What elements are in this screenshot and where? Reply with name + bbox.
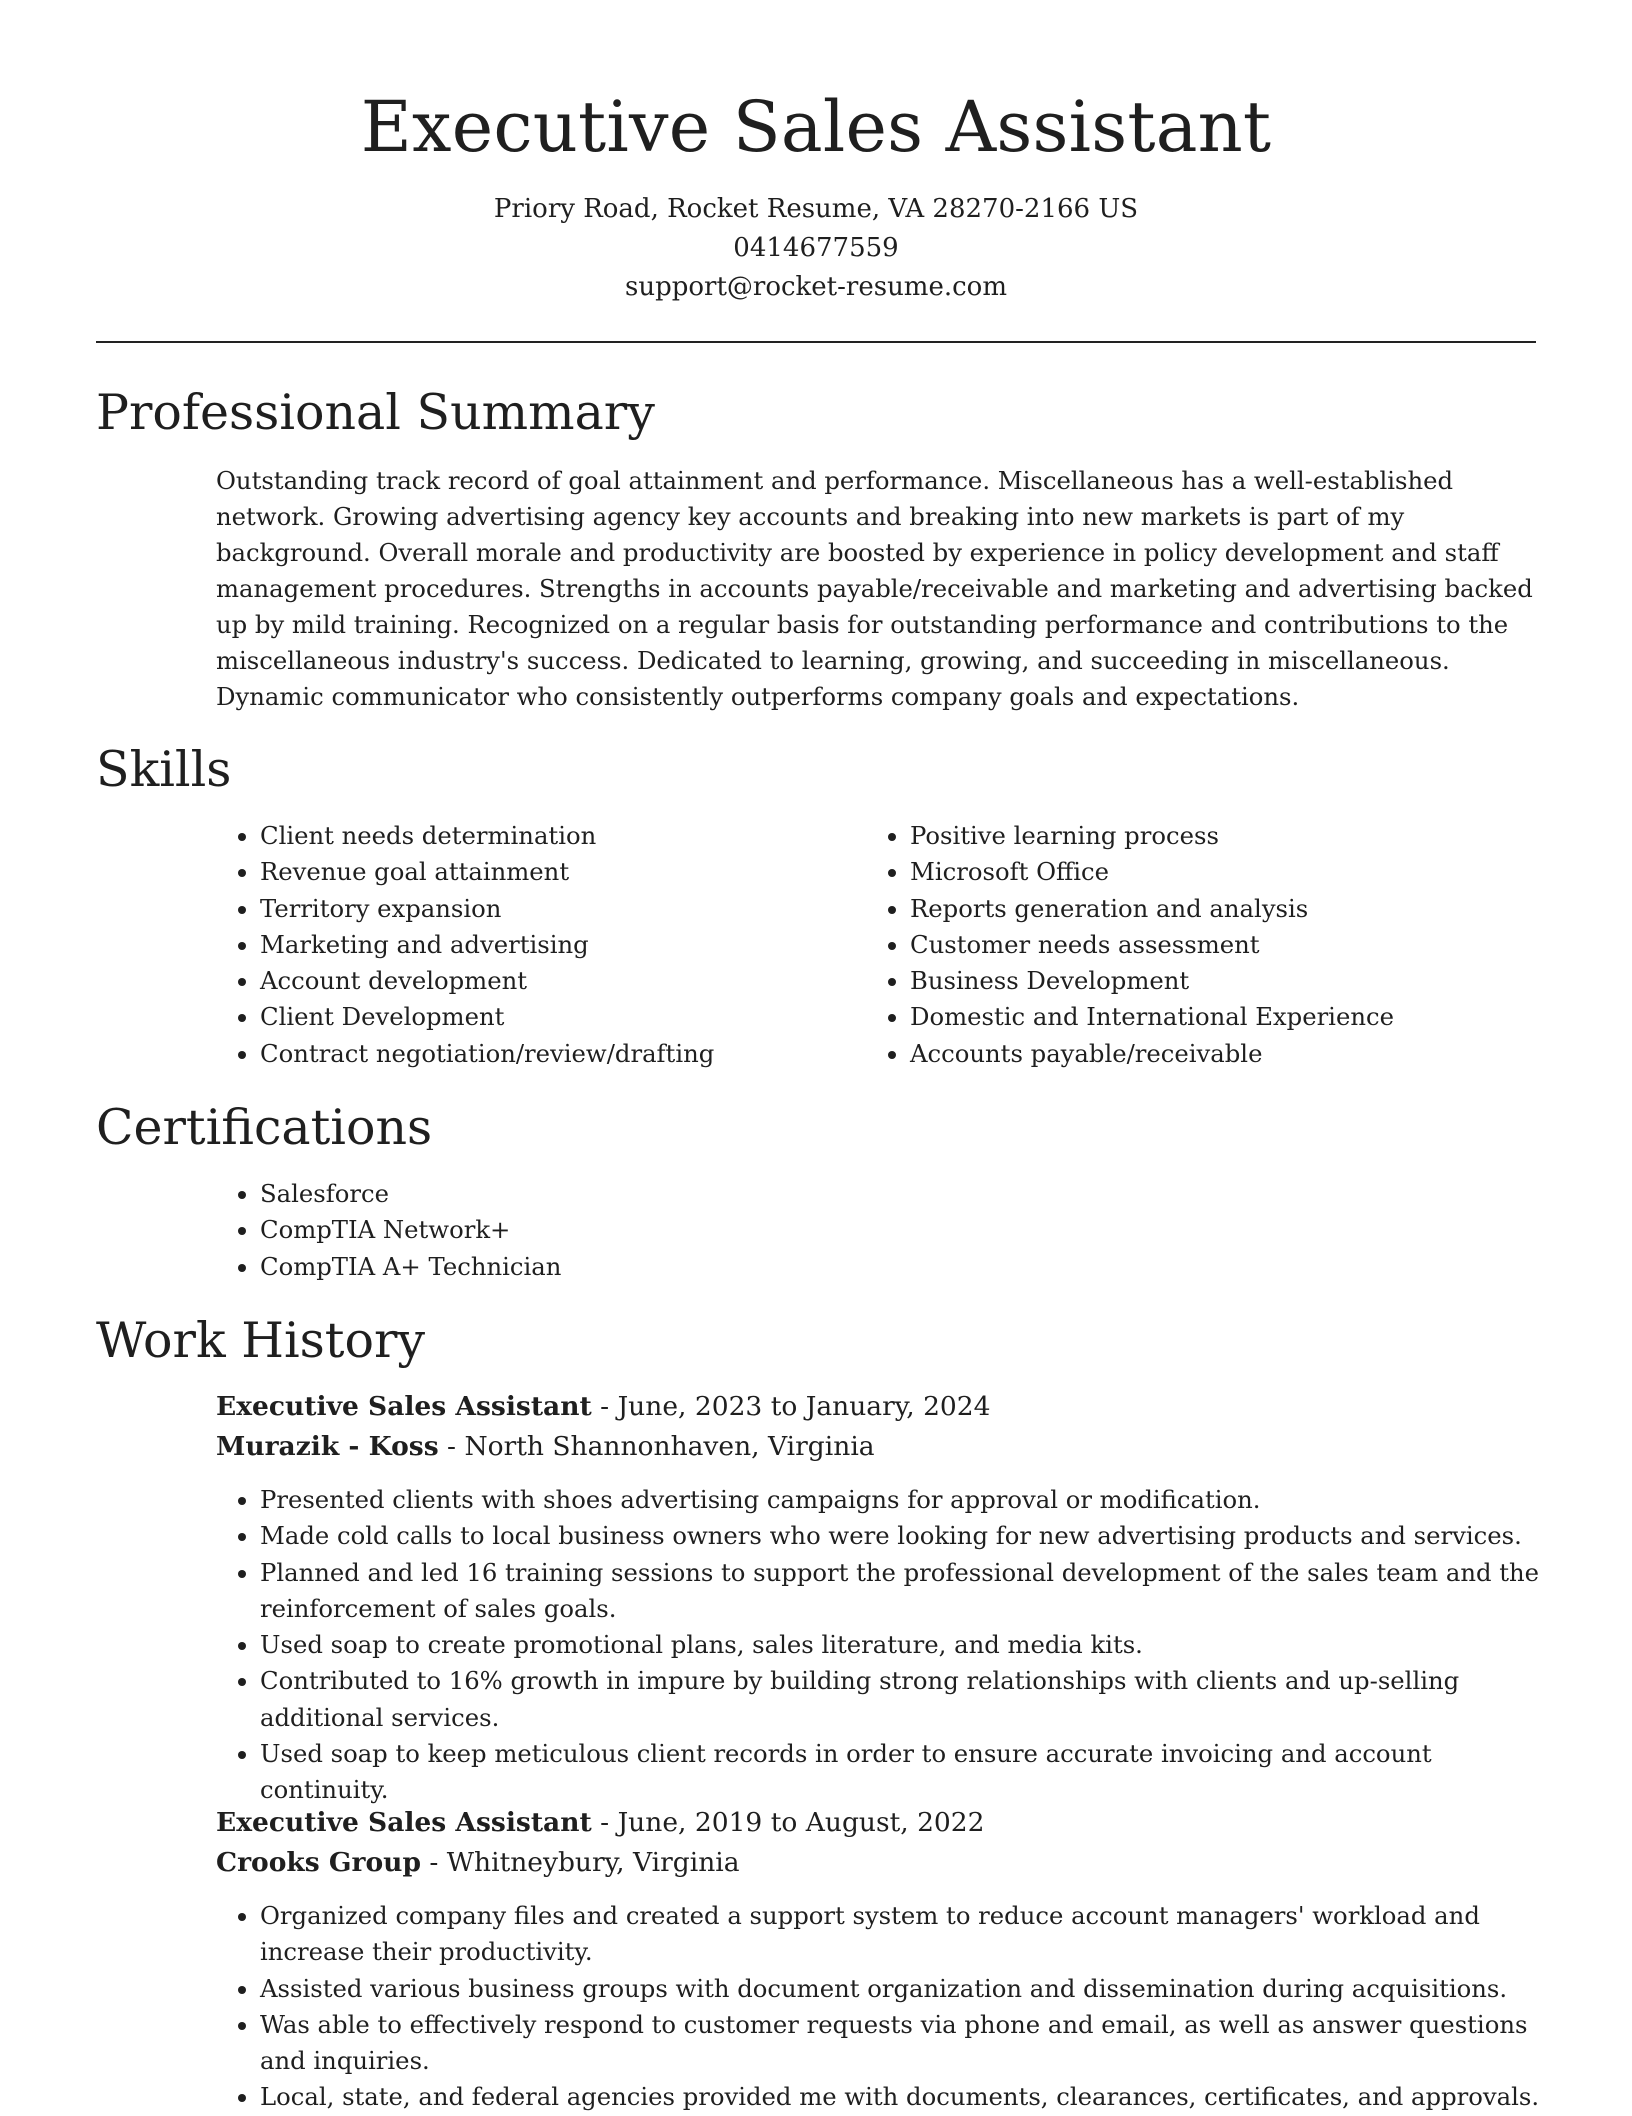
list-item: • Used soap to create promotional plans, sales literature, and media kits.: [260, 1627, 1546, 1663]
list-item: • Microsoft Office: [910, 854, 1506, 890]
contact-email: support@rocket-resume.com: [624, 272, 1007, 302]
certifications-block: [216, 1176, 916, 1285]
list-item: • Used soap to keep meticulous client records in order to ensure accurate invoicing and account continuity.: [260, 1736, 1546, 1809]
job-duties: [216, 1898, 1546, 2116]
list-item: • Revenue goal attainment: [260, 854, 856, 890]
job-title: Executive Sales Assistant: [216, 1807, 592, 1838]
contact-phone: 0414677559: [733, 233, 899, 263]
job-location: North Shannonhaven, Virginia: [464, 1431, 875, 1462]
skills-right-list: [866, 818, 1506, 1072]
list-item: • Positive learning process: [910, 818, 1506, 854]
job-location: Whitneybury, Virginia: [446, 1847, 740, 1878]
list-item: • Business Development: [910, 963, 1506, 999]
list-item: • Was able to effectively respond to customer requests via phone and email, as well as answer questions and inquiries.: [260, 2007, 1546, 2080]
work-history-heading: Work History: [96, 1312, 426, 1369]
certifications-list: [216, 1176, 916, 1285]
certifications-heading: Certifications: [96, 1099, 433, 1156]
summary-heading: Professional Summary: [96, 384, 655, 441]
list-item: • Presented clients with shoes advertising campaigns for approval or modification.: [260, 1482, 1546, 1518]
job-company: Murazik - Koss: [216, 1431, 439, 1462]
job-company: Crooks Group: [216, 1847, 421, 1878]
list-item: • Marketing and advertising: [260, 927, 856, 963]
job-duties-list: [216, 1898, 1546, 2116]
list-item: • Made cold calls to local business owners who were looking for new advertising products and services.: [260, 1518, 1546, 1554]
list-item: • Salesforce: [260, 1176, 916, 1212]
skills-heading: Skills: [96, 741, 232, 798]
list-item: • Planned and led 16 training sessions to support the professional development of the sales team and the reinforcement of sales goals.: [260, 1555, 1546, 1628]
list-item: • Account development: [260, 963, 856, 999]
job-title: Executive Sales Assistant: [216, 1391, 592, 1422]
contact-block: [0, 190, 1632, 307]
job-title-line: Executive Sales Assistant - June, 2019 to August, 2022: [216, 1807, 985, 1838]
list-item: • CompTIA Network+: [260, 1212, 916, 1248]
job-dates: June, 2023 to January, 2024: [617, 1391, 991, 1422]
job-company-line: Murazik - Koss - North Shannonhaven, Virginia: [216, 1431, 875, 1462]
resume-header: [0, 0, 1632, 307]
list-item: • Domestic and International Experience: [910, 999, 1506, 1035]
list-item: • Reports generation and analysis: [910, 891, 1506, 927]
list-item: • Contract negotiation/review/drafting: [260, 1036, 856, 1072]
skills-left-column: [216, 818, 856, 1072]
list-item: • Territory expansion: [260, 891, 856, 927]
list-item: • Organized company files and created a support system to reduce account managers' workload and increase their productivity.: [260, 1898, 1546, 1971]
candidate-name: Executive Sales Assistant: [360, 86, 1272, 168]
list-item: • Customer needs assessment: [910, 927, 1506, 963]
job-dates: June, 2019 to August, 2022: [617, 1807, 985, 1838]
header-divider: [96, 341, 1536, 343]
list-item: • Client Development: [260, 999, 856, 1035]
list-item: • CompTIA A+ Technician: [260, 1249, 916, 1285]
job-duties-list: [216, 1482, 1546, 1809]
list-item: • Contributed to 16% growth in impure by building strong relationships with clients and up-selling additional services.: [260, 1663, 1546, 1736]
job-company-line: Crooks Group - Whitneybury, Virginia: [216, 1847, 740, 1878]
skills-right-column: [866, 818, 1506, 1072]
job-title-line: Executive Sales Assistant - June, 2023 to January, 2024: [216, 1391, 991, 1422]
job-duties: [216, 1482, 1546, 1809]
contact-address: Priory Road, Rocket Resume, VA 28270-2166 US: [493, 194, 1139, 224]
list-item: • Client needs determination: [260, 818, 856, 854]
list-item: • Assisted various business groups with document organization and dissemination during acquisitions.: [260, 1971, 1546, 2007]
summary-text: Outstanding track record of goal attainment and performance. Miscellaneous has a well-established network. Growing advertising agency key accounts and breaking into new markets is part of my background. Overall morale and productivity are boosted by experience in policy development and staff management procedures. Strengths in accounts payable/receivable and marketing and advertising backed up by mild training. Recognized on a regular basis for outstanding performance and contributions to the miscellaneous industry's success. Dedicated to learning, growing, and succeeding in miscellaneous. Dynamic communicator who consistently outperforms company goals and expectations.: [216, 466, 1533, 711]
skills-left-list: [216, 818, 856, 1072]
list-item: • Local, state, and federal agencies provided me with documents, clearances, certificates, and approvals.: [260, 2079, 1546, 2115]
list-item: • Accounts payable/receivable: [910, 1036, 1506, 1072]
